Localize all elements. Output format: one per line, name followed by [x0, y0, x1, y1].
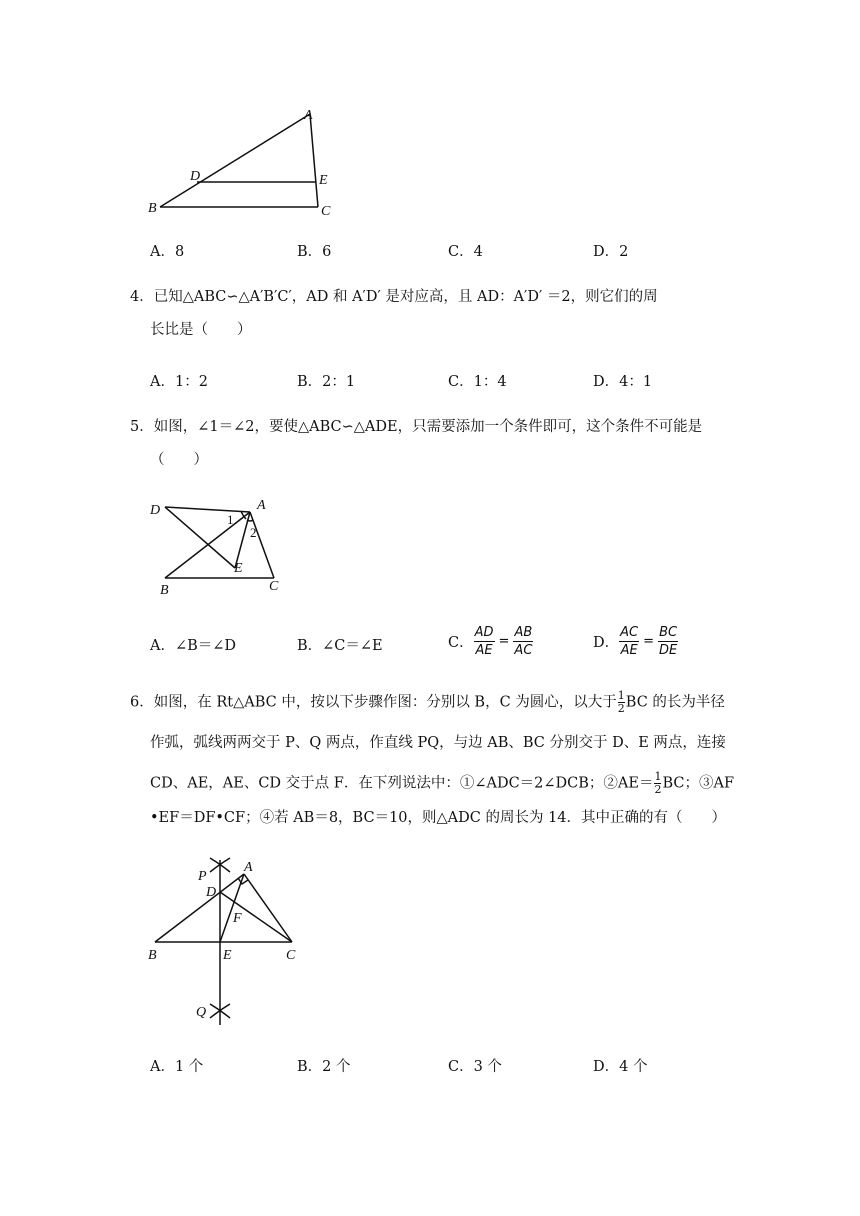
q5-label-c: C	[269, 579, 279, 594]
q6-stem-line3	[150, 771, 734, 796]
q3-segment-ba	[160, 114, 310, 207]
q6-stem-line2: 作弧，弧线两两交于 P、Q 两点，作直线 PQ，与边 AB、BC 分别交于 D、E 两点，连接	[150, 735, 726, 751]
q5-stem-line1: 5．如图，∠1＝∠2，要使△ABC∽△ADE，只需要添加一个条件即可，这个条件不可能是	[130, 419, 703, 435]
q4-stem-line2: 长比是（ ）	[150, 322, 252, 338]
q3-option-c: C．4	[448, 244, 483, 260]
q6-label-f: F	[233, 911, 242, 926]
q4-option-b: B．2：1	[297, 374, 356, 390]
q5-option-d-fraction-2	[658, 624, 678, 659]
q6-option-d: D．4 个	[593, 1059, 648, 1075]
q6-label-b: B	[148, 948, 157, 963]
q5-option-d-num2: BC	[659, 625, 678, 640]
q5-option-d	[593, 624, 678, 659]
q5-segment-ac	[250, 512, 274, 578]
q6-option-a: A．1 个	[150, 1059, 204, 1075]
q3-label-d: D	[190, 169, 201, 184]
q4-option-c: C．1：4	[448, 374, 507, 390]
q4-stem-line1: 4．已知△ABC∽△A′B′C′，AD 和 A′D′ 是对应高，且 AD：A′D′ ＝2，则它们的周	[130, 289, 658, 305]
q3-label-c: C	[321, 204, 331, 219]
q5-option-c-den1: AE	[475, 643, 493, 658]
q6-label-e: E	[223, 948, 232, 963]
q5-option-c-num2: AB	[514, 625, 533, 640]
q5-label-a: A	[257, 498, 266, 513]
q6-label-a: A	[244, 860, 253, 875]
q6-label-p: P	[198, 869, 207, 884]
q6-stem-line1-a: 6．如图，在 Rt△ABC 中，按以下步骤作图：分别以 B，C 为圆心，以大于	[130, 694, 617, 711]
q6-half-num-1: 1	[617, 689, 625, 702]
q6-half-den-1: 2	[617, 702, 625, 715]
q6-half-fraction-2	[654, 771, 661, 796]
q5-option-d-fraction-1	[619, 624, 639, 659]
q5-label-e: E	[234, 561, 243, 576]
q5-option-d-den2: DE	[659, 643, 678, 658]
q3-segment-ac	[310, 114, 318, 207]
q4-option-d: D．4：1	[593, 374, 653, 390]
q5-figure	[140, 492, 300, 602]
q5-option-d-num1: AC	[620, 625, 639, 640]
q5-stem-line2: （ ）	[150, 452, 208, 468]
q6-stem-line3-a: CD、AE，AE、CD 交于点 F．在下列说法中：①∠ADC＝2∠DCB；②AE＝	[150, 775, 654, 792]
q6-segment-dc	[220, 892, 292, 942]
q6-stem-line1-b: BC 的长为半径	[625, 694, 725, 711]
q6-half-fraction-1	[618, 690, 625, 715]
q5-option-d-prefix: D．	[593, 635, 620, 651]
q6-option-b: B．2 个	[297, 1059, 351, 1075]
q3-label-b: B	[148, 201, 157, 216]
q6-segment-ba	[155, 874, 244, 942]
q5-option-a: A．∠B＝∠D	[150, 638, 237, 654]
q5-option-c-fraction-2	[513, 624, 533, 659]
q4-option-a: A．1：2	[150, 374, 208, 390]
q5-segment-de	[165, 507, 235, 568]
q3-option-a: A．8	[150, 244, 185, 260]
q6-label-q: Q	[196, 1005, 207, 1020]
q6-label-c: C	[286, 948, 296, 963]
q5-option-c-num1: AD	[474, 625, 494, 640]
q6-half-num-2: 1	[654, 770, 662, 783]
q6-segment-ac	[244, 874, 292, 942]
q6-stem-line3-b: BC；③AF	[662, 775, 735, 792]
q6-segment-ea	[220, 874, 244, 942]
q6-figure	[140, 850, 315, 1035]
q5-option-d-den1: AE	[620, 643, 638, 658]
q5-angle-2-arc	[247, 520, 253, 521]
q3-label-a: A	[304, 108, 313, 123]
q3-option-b: B．6	[297, 244, 332, 260]
q3-option-d: D．2	[593, 244, 629, 260]
q3-label-e: E	[319, 173, 328, 188]
q5-option-b: B．∠C＝∠E	[297, 638, 383, 654]
q5-option-c	[448, 624, 533, 659]
q5-label-d: D	[150, 503, 161, 518]
q6-stem-line4: •EF＝DF•CF；④若 AB＝8，BC＝10，则△ADC 的周长为 14．其中正确的有（ ）	[150, 810, 727, 826]
q6-option-c: C．3 个	[448, 1059, 502, 1075]
q5-label-1: 1	[227, 512, 234, 527]
q5-segment-da	[165, 507, 250, 512]
q5-option-c-prefix: C．	[448, 635, 474, 651]
q3-figure	[140, 100, 340, 220]
q6-label-d: D	[206, 885, 217, 900]
q6-half-den-2: 2	[654, 783, 662, 796]
q5-option-d-equals: =	[643, 634, 655, 649]
q5-option-c-fraction-1	[474, 624, 495, 659]
q5-label-b: B	[160, 583, 169, 598]
q6-stem-line1	[130, 690, 725, 715]
q5-label-2: 2	[250, 525, 257, 540]
q5-option-c-den2: AC	[514, 643, 533, 658]
q5-option-c-equals: =	[498, 634, 510, 649]
